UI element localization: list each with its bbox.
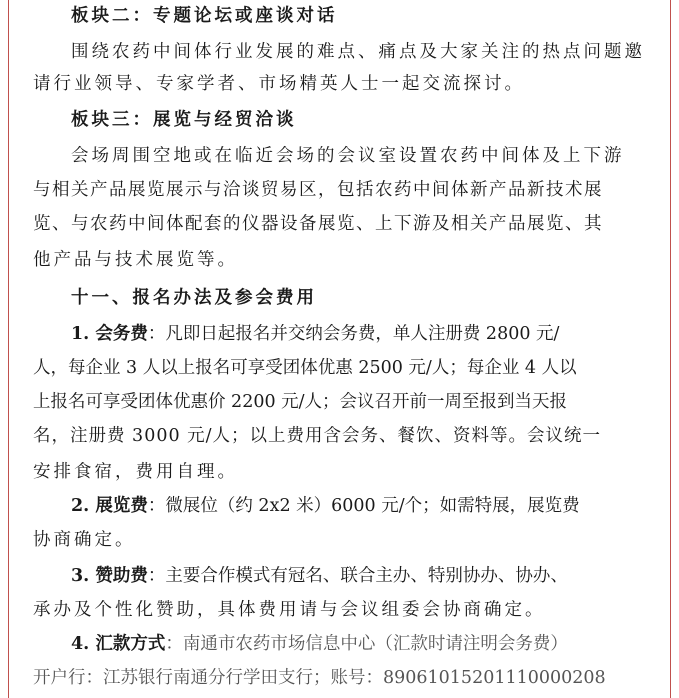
page-border-left xyxy=(8,0,9,698)
page-border-right xyxy=(670,0,671,698)
item3-line-2: 承办及个性化赞助，具体费用请与会议组委会协商确定。 xyxy=(33,600,546,620)
section2-line-2: 请行业领导、专家学者、市场精英人士一起交流探讨。 xyxy=(33,74,525,94)
item2-first-line-text: ：微展位（约 2x2 米）6000 元/个；如需特展，展览费 xyxy=(147,496,580,516)
item3-first-line-text: ：主要合作模式有冠名、联合主办、特别协办、协办、 xyxy=(147,566,568,586)
item1-first-line-text: ：凡即日起报名并交纳会务费，单人注册费 2800 元/ xyxy=(147,324,560,344)
item1-line-4: 名，注册费 3000 元/人；以上费用含会务、餐饮、资料等。会议统一 xyxy=(33,426,602,446)
item1-first-line xyxy=(33,322,645,346)
item2-first-line xyxy=(33,494,645,518)
section3-line-1: 会场周围空地或在临近会场的会议室设置农药中间体及上下游 xyxy=(71,146,625,166)
section3-heading: 板块三：展览与经贸洽谈 xyxy=(71,110,297,130)
item3-label: 3. 赞助费 xyxy=(71,566,148,586)
section2-heading: 板块二：专题论坛或座谈对话 xyxy=(71,6,338,26)
chapter11-heading: 十一、报名办法及参会费用 xyxy=(71,288,317,308)
item1-line-5: 安排食宿，费用自理。 xyxy=(33,462,238,482)
item4-line-2: 开户行：江苏银行南通分行学田支行；账号：89061015201110000208 xyxy=(33,668,606,688)
section3-line-3: 览、与农药中间体配套的仪器设备展览、上下游及相关产品展览、其 xyxy=(33,214,603,234)
section3-line-4: 他产品与技术展览等。 xyxy=(33,250,238,270)
item3-first-line xyxy=(33,564,645,588)
item4-first-line-text: ：南通市农药市场信息中心（汇款时请注明会务费） xyxy=(165,634,568,654)
section3-line-2: 与相关产品展览展示与洽谈贸易区，包括农药中间体新产品新技术展 xyxy=(33,180,603,200)
item2-label: 2. 展览费 xyxy=(71,496,148,516)
item2-line-2: 协商确定。 xyxy=(33,530,136,550)
item4-label: 4. 汇款方式 xyxy=(71,634,166,654)
section2-line-1: 围绕农药中间体行业发展的难点、痛点及大家关注的热点问题邀 xyxy=(71,42,645,62)
item1-line-2: 人，每企业 3 人以上报名可享受团体优惠 2500 元/人；每企业 4 人以 xyxy=(33,358,577,378)
item4-first-line xyxy=(33,632,645,656)
item1-line-3: 上报名可享受团体优惠价 2200 元/人；会议召开前一周至报到当天报 xyxy=(33,392,568,412)
item1-label: 1. 会务费 xyxy=(71,324,148,344)
